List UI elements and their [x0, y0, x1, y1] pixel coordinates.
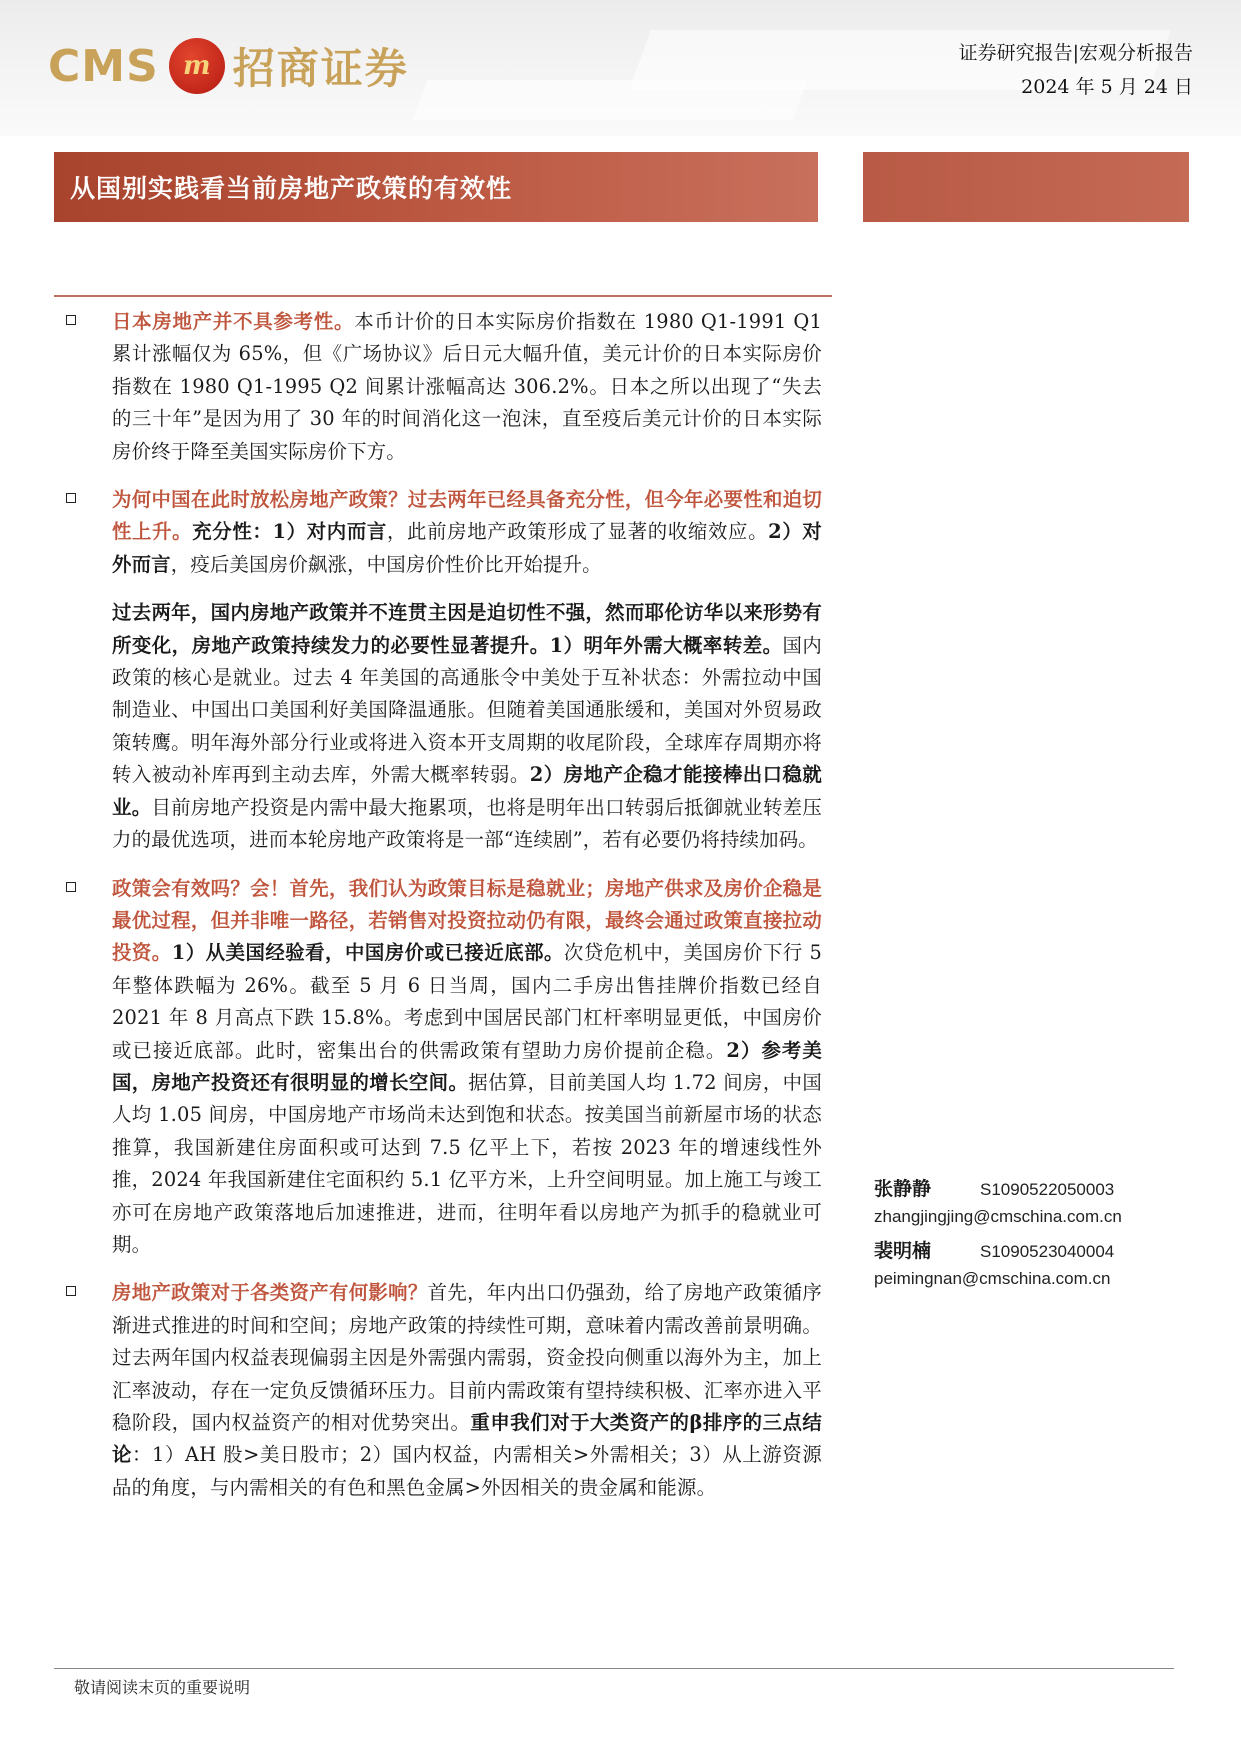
- highlight-text: 日本房地产并不具参考性。: [112, 310, 355, 333]
- report-title: 从国别实践看当前房地产政策的有效性: [70, 174, 513, 203]
- square-bullet-icon: [66, 315, 76, 325]
- analyst-email: peimingnan@cmschina.com.cn: [874, 1269, 1111, 1288]
- bold-text: 2）对外而言: [112, 520, 822, 576]
- analyst-name: 裴明楠: [874, 1240, 932, 1262]
- body-text: 次贷危机中，美国房价下行 5 年整体跌幅为 26%。截至 5 月 6 日当周，国内二手房出售挂牌价指数已经自 2021 年 8 月高点下跌 15.8%。考虑到中国居民部门杠杆率明显更低，中国房价或已接近底部。此时，密集出台的供需政策有望助力房价提前企稳。: [112, 941, 822, 1062]
- analyst-id: S1090523040004: [980, 1242, 1115, 1261]
- report-body: [66, 306, 822, 1520]
- paragraph-block: [66, 597, 822, 856]
- body-text: 目前房地产投资是内需中最大拖累项，也将是明年出口转弱后抵御就业转差压力的最优选项，进而本轮房地产政策将是一部“连续剧”，若有必要仍将持续加码。: [112, 795, 822, 852]
- bold-text: 1）从美国经验看，中国房价或已接近底部。: [171, 941, 564, 965]
- title-bar: [54, 152, 818, 222]
- analyst-panel: [874, 1174, 1214, 1298]
- square-bullet-icon: [66, 493, 76, 503]
- header-decoration: [413, 80, 808, 120]
- analyst-email: zhangjingjing@cmschina.com.cn: [874, 1207, 1122, 1226]
- body-text: ，此前房地产政策形成了显著的收缩效应。: [386, 520, 769, 544]
- paragraph: [112, 873, 822, 1262]
- footer-divider: [54, 1668, 1174, 1669]
- logo-emblem-icon: m: [169, 38, 225, 94]
- bold-text: 过去两年，国内房地产政策并不连贯主因是迫切性不强，然而耶伦访华以来形势有所变化，房地产政策持续发力的必要性显著提升。1）明年外需大概率转差。: [112, 601, 822, 657]
- paragraph: [112, 1277, 822, 1504]
- analyst-row: [874, 1174, 1214, 1204]
- highlight-text: 为何中国在此时放松房地产政策？过去两年已经具备充分性，但今年必要性和迫切性上升。: [112, 488, 822, 544]
- bold-text: 2）参考美国，房地产投资还有很明显的增长空间。: [112, 1038, 823, 1094]
- square-bullet-icon: [66, 882, 76, 892]
- analyst-id: S1090522050003: [980, 1180, 1115, 1199]
- bold-text: 重申我们对于大类资产的β排序的三点结论: [112, 1411, 822, 1467]
- logo-chinese: 招商证券: [232, 44, 409, 93]
- side-title-bar: [863, 152, 1189, 222]
- footer-note: 敬请阅读末页的重要说明: [74, 1678, 251, 1697]
- divider-line: [54, 295, 832, 297]
- body-text: 本币计价的日本实际房价指数在 1980 Q1-1991 Q1 累计涨幅仅为 65%，但《广场协议》后日元大幅升值，美元计价的日本实际房价指数在 1980 Q1-1995 Q2 间累计涨幅高达 306.2%。日本之所以出现了“失去的三十年”是因为用了 30 年的时间消化这一泡沫，直至疫后美元计价的日本实际房价终于降至美国实际房价下方。: [112, 310, 822, 463]
- highlight-text: 房地产政策对于各类资产有何影响？: [112, 1281, 428, 1305]
- bullet-item-assets: [66, 1277, 822, 1504]
- body-text: 据估算，目前美国人均 1.72 间房，中国人均 1.05 间房，中国房地产市场尚未达到饱和状态。按美国当前新屋市场的状态推算，我国新建住房面积或可达到 7.5 亿平上下，若按 2023 年的增速线性外推，2024 年我国新建住宅面积约 5.1 亿平方米，上升空间明显。加上施工与竣工亦可在房地产政策落地后加速推进，进而，往明年看以房地产为抓手的稳就业可期。: [112, 1070, 822, 1256]
- square-bullet-icon: [66, 1286, 76, 1296]
- bullet-item-japan: [66, 306, 822, 468]
- bold-text: 充分性：1）对内而言: [192, 520, 387, 544]
- paragraph: [112, 306, 822, 468]
- paragraph: [112, 484, 822, 581]
- logo-latin: CMS: [48, 40, 159, 92]
- body-text: 首先，年内出口仍强劲，给了房地产政策循序渐进式推进的时间和空间；房地产政策的持续性可期，意味着内需改善前景明确。过去两年国内权益表现偏弱主因是外需强内需弱，资金投向侧重以海外为主，加上汇率波动，存在一定负反馈循环压力。目前内需政策有望持续积极、汇率亦进入平稳阶段，国内权益资产的相对优势突出。: [112, 1281, 823, 1434]
- body-text: ，疫后美国房价飙涨，中国房价性价比开始提升。: [170, 552, 602, 576]
- body-text: 国内政策的核心是就业。过去 4 年美国的高通胀令中美处于互补状态：外需拉动中国制造业、中国出口美国利好美国降温通胀。但随着美国通胀缓和，美国对外贸易政策转鹰。明年海外部分行业或将进入资本开支周期的收尾阶段，全球库存周期亦将转入被动补库再到主动去库，外需大概率转弱。: [112, 633, 823, 787]
- bold-text: 2）房地产企稳才能接棒出口稳就业。: [112, 763, 822, 819]
- paragraph: [112, 597, 822, 856]
- company-logo: [48, 36, 409, 96]
- highlight-text: 政策会有效吗？会！首先，我们认为政策目标是稳就业；房地产供求及房价企稳是最优过程，但并非唯一路径，若销售对投资拉动仍有限，最终会通过政策直接拉动投资。: [112, 876, 822, 965]
- analyst-name: 张静静: [874, 1178, 932, 1200]
- report-type: 证券研究报告|宏观分析报告: [958, 42, 1193, 64]
- body-text: ：1）AH 股>美日股市；2）国内权益，内需相关>外需相关；3）从上游资源品的角度，与内需相关的有色和黑色金属>外因相关的贵金属和能源。: [112, 1443, 823, 1499]
- bullet-item-why-now: [66, 484, 822, 581]
- bullet-item-effectiveness: [66, 873, 822, 1262]
- report-date: 2024 年 5 月 24 日: [1021, 76, 1193, 98]
- analyst-row: [874, 1236, 1214, 1266]
